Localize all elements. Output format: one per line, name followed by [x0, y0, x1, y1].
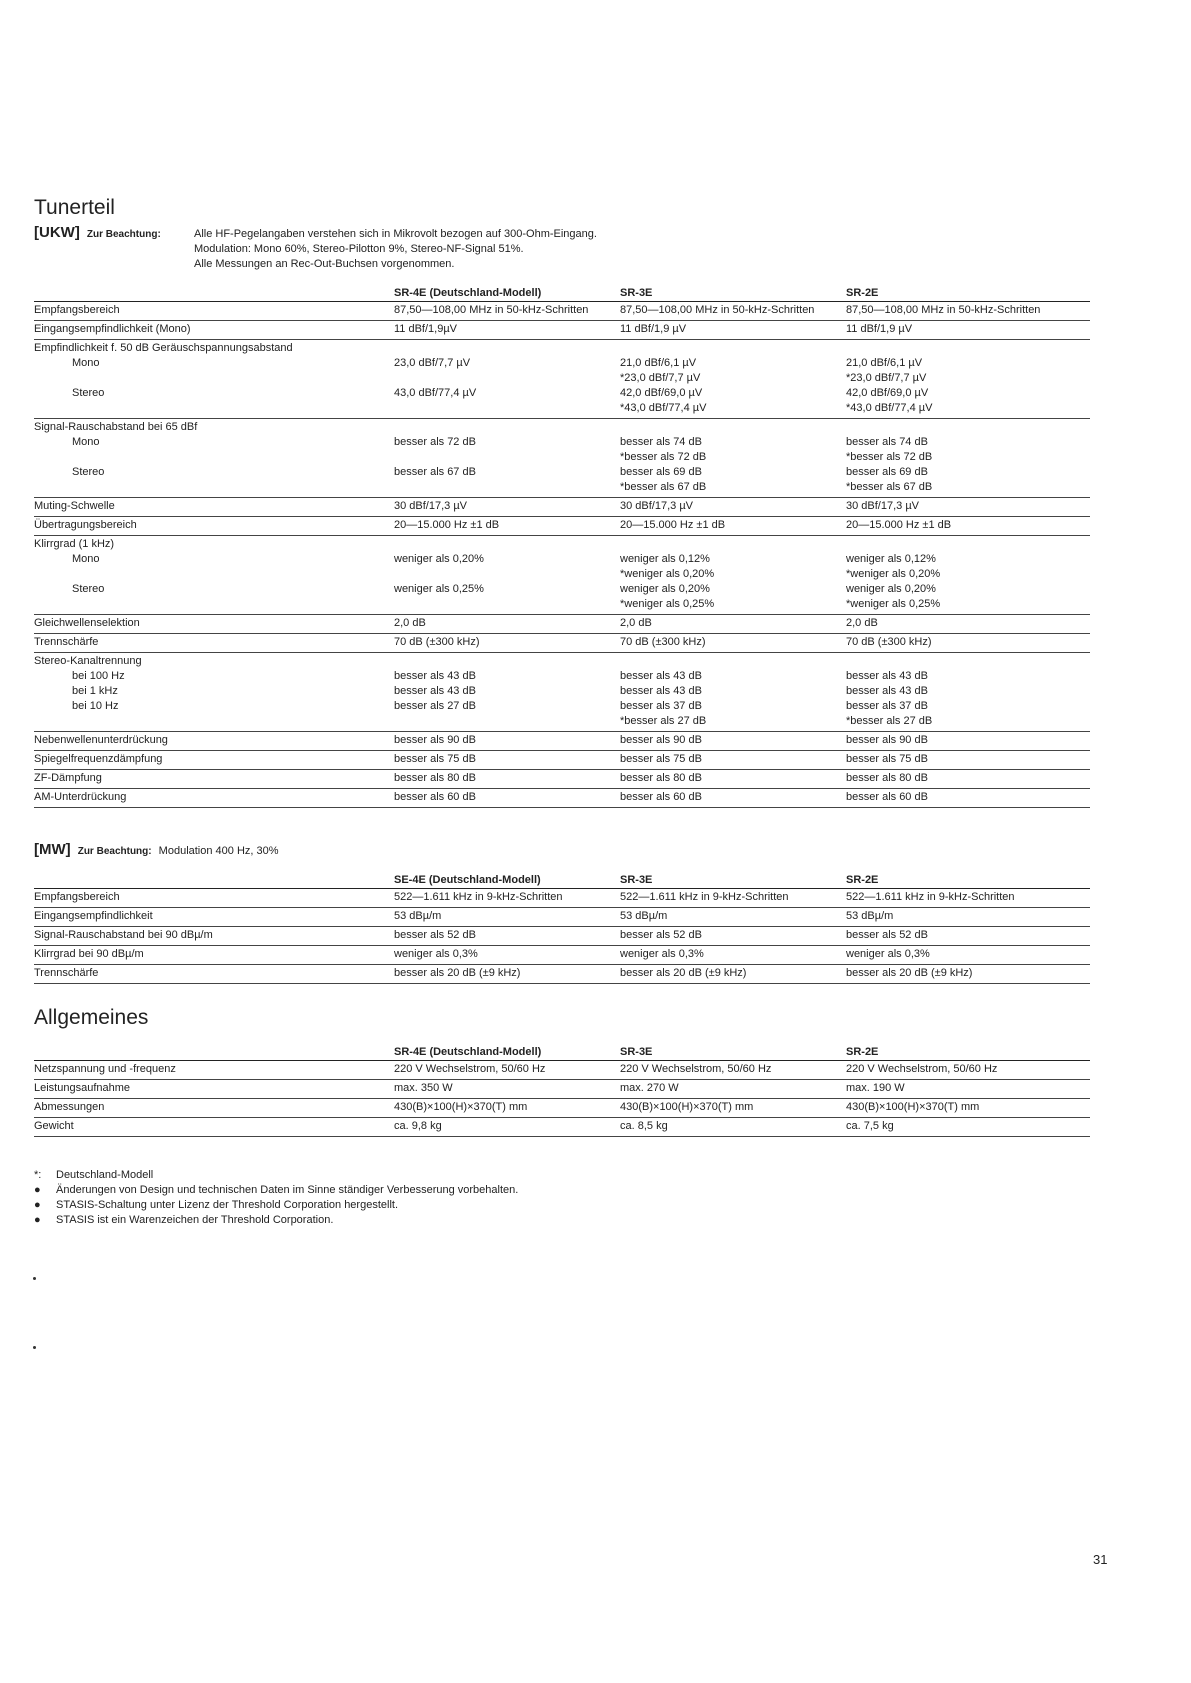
spec-label: Trennschärfe [34, 634, 394, 653]
spec-value: besser als 60 dB [620, 789, 846, 808]
spec-value: 30 dBf/17,3 µV [394, 498, 620, 517]
spec-value: besser als 74 dB *besser als 72 dB besser als 69 dB *besser als 67 dB [620, 419, 846, 498]
spec-value: 11 dBf/1,9µV [394, 321, 620, 340]
model-header: SR-3E [620, 287, 846, 302]
header-blank [34, 287, 394, 302]
spec-value: besser als 80 dB [846, 770, 1090, 789]
footnote-text: Änderungen von Design und technischen Daten im Sinne ständiger Verbesserung vorbehalten. [56, 1184, 519, 1196]
table-row [34, 732, 1090, 751]
scan-speck [33, 1277, 36, 1280]
mw-note-text: Modulation 400 Hz, 30% [158, 845, 279, 857]
spec-value: 220 V Wechselstrom, 50/60 Hz [620, 1061, 846, 1080]
spec-value: 70 dB (±300 kHz) [846, 634, 1090, 653]
footnote-item [34, 1183, 518, 1198]
table-row [34, 498, 1090, 517]
spec-label: Gewicht [34, 1118, 394, 1137]
table-row [34, 1061, 1090, 1080]
table-row [34, 615, 1090, 634]
spec-label: Signal-Rauschabstand bei 65 dBf Mono Stereo [34, 419, 394, 498]
ukw-note-line: Modulation: Mono 60%, Stereo-Pilotton 9%, Stereo-NF-Signal 51%. [194, 243, 524, 255]
spec-value: 430(B)×100(H)×370(T) mm [620, 1099, 846, 1118]
table-row [34, 946, 1090, 965]
spec-label: Klirrgrad (1 kHz) Mono Stereo [34, 536, 394, 615]
header-blank [34, 1046, 394, 1061]
spec-value: besser als 43 dB besser als 43 dB besser als 37 dB *besser als 27 dB [620, 653, 846, 732]
table-row [34, 1080, 1090, 1099]
spec-value: weniger als 0,3% [620, 946, 846, 965]
spec-value: max. 190 W [846, 1080, 1090, 1099]
spec-value: besser als 60 dB [394, 789, 620, 808]
table-row [34, 340, 1090, 419]
spec-value: weniger als 0,12% *weniger als 0,20% weniger als 0,20% *weniger als 0,25% [620, 536, 846, 615]
spec-label: Eingangsempfindlichkeit (Mono) [34, 321, 394, 340]
ukw-tag: [UKW] [34, 224, 80, 241]
mw-spec-table [34, 874, 1090, 984]
spec-value: besser als 74 dB *besser als 72 dB besser als 69 dB *besser als 67 dB [846, 419, 1090, 498]
table-row [34, 889, 1090, 908]
spec-value: weniger als 0,3% [394, 946, 620, 965]
spec-value: 20—15.000 Hz ±1 dB [846, 517, 1090, 536]
model-header: SR-4E (Deutschland-Modell) [394, 1046, 620, 1061]
header-blank [34, 874, 394, 889]
spec-value: 522—1.611 kHz in 9-kHz-Schritten [394, 889, 620, 908]
spec-value: max. 270 W [620, 1080, 846, 1099]
spec-value: 53 dBµ/m [394, 908, 620, 927]
ukw-note-label: Zur Beachtung: [86, 229, 161, 240]
spec-value: besser als 90 dB [846, 732, 1090, 751]
spec-value: 30 dBf/17,3 µV [846, 498, 1090, 517]
ukw-note-line: Alle Messungen an Rec-Out-Buchsen vorgenommen. [194, 258, 455, 270]
table-row [34, 634, 1090, 653]
spec-value: 20—15.000 Hz ±1 dB [620, 517, 846, 536]
spec-value: 21,0 dBf/6,1 µV *23,0 dBf/7,7 µV 42,0 dBf/69,0 µV *43,0 dBf/77,4 µV [846, 340, 1090, 419]
spec-label: Empfindlichkeit f. 50 dB Geräuschspannungsabstand Mono Stereo [34, 340, 394, 419]
spec-value: 87,50—108,00 MHz in 50-kHz-Schritten [394, 302, 620, 321]
general-spec-table [34, 1046, 1090, 1137]
table-row [34, 302, 1090, 321]
spec-value: 220 V Wechselstrom, 50/60 Hz [846, 1061, 1090, 1080]
spec-label: Eingangsempfindlichkeit [34, 908, 394, 927]
table-row [34, 419, 1090, 498]
spec-value: 23,0 dBf/7,7 µV 43,0 dBf/77,4 µV [394, 340, 620, 419]
spec-value: 2,0 dB [620, 615, 846, 634]
spec-label: Nebenwellenunterdrückung [34, 732, 394, 751]
spec-value: besser als 43 dB besser als 43 dB besser als 27 dB [394, 653, 620, 732]
ukw-note-line: Alle HF-Pegelangaben verstehen sich in Mikrovolt bezogen auf 300-Ohm-Eingang. [194, 228, 597, 240]
bullet-icon: ● [34, 1214, 41, 1226]
bullet-icon: ● [34, 1184, 41, 1196]
spec-value: 430(B)×100(H)×370(T) mm [394, 1099, 620, 1118]
spec-value: besser als 43 dB besser als 43 dB besser als 37 dB *besser als 27 dB [846, 653, 1090, 732]
mw-note [34, 842, 634, 859]
spec-value: besser als 20 dB (±9 kHz) [846, 965, 1090, 984]
footnote-text: STASIS ist ein Warenzeichen der Threshold Corporation. [56, 1214, 334, 1226]
table-row [34, 789, 1090, 808]
table-row [34, 321, 1090, 340]
scan-speck [33, 1346, 36, 1349]
spec-value: 70 dB (±300 kHz) [620, 634, 846, 653]
table-row [34, 517, 1090, 536]
model-header: SR-3E [620, 1046, 846, 1061]
spec-value: besser als 72 dB besser als 67 dB [394, 419, 620, 498]
mw-tag: [MW] [34, 841, 71, 858]
spec-value: 522—1.611 kHz in 9-kHz-Schritten [846, 889, 1090, 908]
spec-value: 87,50—108,00 MHz in 50-kHz-Schritten [620, 302, 846, 321]
spec-value: weniger als 0,20% weniger als 0,25% [394, 536, 620, 615]
spec-value: max. 350 W [394, 1080, 620, 1099]
spec-label: Abmessungen [34, 1099, 394, 1118]
table-header-row [34, 1046, 1090, 1061]
spec-value: 2,0 dB [394, 615, 620, 634]
spec-label: AM-Unterdrückung [34, 789, 394, 808]
spec-value: 30 dBf/17,3 µV [620, 498, 846, 517]
spec-value: 70 dB (±300 kHz) [394, 634, 620, 653]
spec-value: besser als 60 dB [846, 789, 1090, 808]
spec-value: besser als 90 dB [620, 732, 846, 751]
spec-value: besser als 80 dB [394, 770, 620, 789]
table-row [34, 653, 1090, 732]
spec-label: Empfangsbereich [34, 302, 394, 321]
footnote-item [34, 1198, 518, 1213]
table-row [34, 965, 1090, 984]
footnote-marker: *: [34, 1169, 42, 1181]
spec-value: besser als 90 dB [394, 732, 620, 751]
table-header-row [34, 874, 1090, 889]
table-header-row [34, 287, 1090, 302]
spec-value: besser als 75 dB [394, 751, 620, 770]
spec-label: Übertragungsbereich [34, 517, 394, 536]
spec-label: Gleichwellenselektion [34, 615, 394, 634]
table-row [34, 908, 1090, 927]
table-row [34, 1118, 1090, 1137]
spec-value: 220 V Wechselstrom, 50/60 Hz [394, 1061, 620, 1080]
spec-value: besser als 52 dB [394, 927, 620, 946]
table-row [34, 1099, 1090, 1118]
spec-value: 11 dBf/1,9 µV [846, 321, 1090, 340]
spec-value: besser als 20 dB (±9 kHz) [620, 965, 846, 984]
spec-value: 430(B)×100(H)×370(T) mm [846, 1099, 1090, 1118]
footnote-text: STASIS-Schaltung unter Lizenz der Threshold Corporation hergestellt. [56, 1199, 398, 1211]
table-row [34, 751, 1090, 770]
spec-value: besser als 52 dB [620, 927, 846, 946]
section-title-general: Allgemeines [34, 1006, 149, 1029]
spec-value: 53 dBµ/m [620, 908, 846, 927]
spec-label: Trennschärfe [34, 965, 394, 984]
spec-label: Stereo-Kanaltrennung bei 100 Hz bei 1 kHz bei 10 Hz [34, 653, 394, 732]
spec-value: besser als 80 dB [620, 770, 846, 789]
spec-value: weniger als 0,3% [846, 946, 1090, 965]
spec-value: besser als 52 dB [846, 927, 1090, 946]
spec-value: besser als 20 dB (±9 kHz) [394, 965, 620, 984]
spec-label: ZF-Dämpfung [34, 770, 394, 789]
spec-value: ca. 9,8 kg [394, 1118, 620, 1137]
spec-value: 11 dBf/1,9 µV [620, 321, 846, 340]
spec-value: ca. 7,5 kg [846, 1118, 1090, 1137]
ukw-note [34, 225, 834, 271]
footnote-item [34, 1213, 518, 1228]
ukw-spec-table [34, 287, 1090, 808]
spec-label: Klirrgrad bei 90 dBµ/m [34, 946, 394, 965]
spec-value: besser als 75 dB [620, 751, 846, 770]
spec-label: Spiegelfrequenzdämpfung [34, 751, 394, 770]
spec-label: Signal-Rauschabstand bei 90 dBµ/m [34, 927, 394, 946]
table-row [34, 927, 1090, 946]
spec-value: ca. 8,5 kg [620, 1118, 846, 1137]
spec-value: 87,50—108,00 MHz in 50-kHz-Schritten [846, 302, 1090, 321]
spec-label: Muting-Schwelle [34, 498, 394, 517]
model-header: SR-3E [620, 874, 846, 889]
spec-label: Leistungsaufnahme [34, 1080, 394, 1099]
spec-value: besser als 75 dB [846, 751, 1090, 770]
footnotes [34, 1168, 518, 1228]
spec-label: Netzspannung und -frequenz [34, 1061, 394, 1080]
spec-value: 522—1.611 kHz in 9-kHz-Schritten [620, 889, 846, 908]
bullet-icon: ● [34, 1199, 41, 1211]
footnote-item [34, 1168, 518, 1183]
spec-value: 20—15.000 Hz ±1 dB [394, 517, 620, 536]
table-row [34, 536, 1090, 615]
spec-value: 21,0 dBf/6,1 µV *23,0 dBf/7,7 µV 42,0 dBf/69,0 µV *43,0 dBf/77,4 µV [620, 340, 846, 419]
model-header: SR-2E [846, 287, 1090, 302]
spec-value: 53 dBµ/m [846, 908, 1090, 927]
model-header: SR-4E (Deutschland-Modell) [394, 287, 620, 302]
spec-label: Empfangsbereich [34, 889, 394, 908]
section-title-tuner: Tunerteil [34, 196, 115, 219]
mw-note-label: Zur Beachtung: [77, 846, 152, 857]
spec-value: 2,0 dB [846, 615, 1090, 634]
model-header: SR-2E [846, 874, 1090, 889]
spec-value: weniger als 0,12% *weniger als 0,20% weniger als 0,20% *weniger als 0,25% [846, 536, 1090, 615]
footnote-text: Deutschland-Modell [56, 1169, 154, 1181]
page-number: 31 [1093, 1552, 1108, 1567]
model-header: SR-2E [846, 1046, 1090, 1061]
model-header: SE-4E (Deutschland-Modell) [394, 874, 620, 889]
table-row [34, 770, 1090, 789]
